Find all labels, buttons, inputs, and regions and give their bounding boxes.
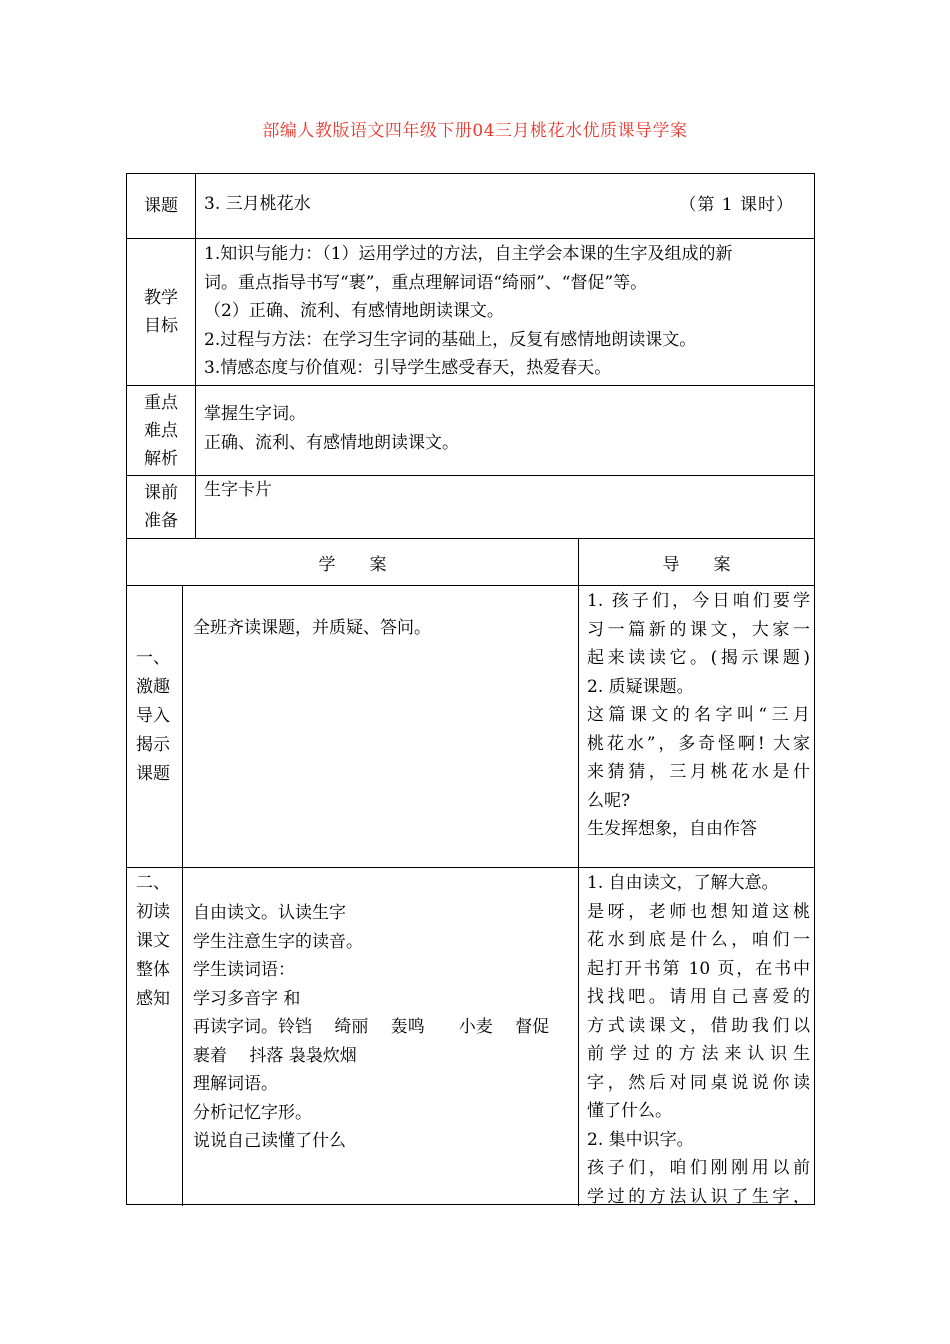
key-label-line: 解析 — [144, 448, 178, 469]
guide-line: 2. 质疑课题。 — [587, 676, 694, 697]
guide-line: 学过的方法认识了生字， — [587, 1186, 810, 1207]
stage-label-line: 揭示 — [136, 735, 170, 755]
period-label: （第 1 课时） — [679, 195, 794, 215]
study-plan-header: 学 案 — [127, 539, 579, 585]
study-cell-1 — [183, 586, 579, 867]
prep-label-line: 课前 — [144, 483, 178, 503]
guide-line: 来猜猜，三月桃花水是什 — [587, 762, 810, 782]
key-points-label — [127, 386, 196, 475]
study-line: 全班齐读课题，并质疑、答问。 — [193, 618, 431, 638]
guide-line: 起打开书第 10 页，在书中 — [587, 958, 810, 979]
guide-cell-2 — [579, 868, 814, 1206]
guide-line: 1. 自由读文，了解大意。 — [587, 873, 779, 893]
guide-plan-header: 导 案 — [662, 554, 731, 575]
study-line: 学习多音字 和 — [193, 988, 301, 1009]
goal-line: 词。重点指导书写“裹”，重点理解词语“绮丽”、“督促”等。 — [204, 272, 648, 293]
stage-label-1 — [127, 586, 183, 867]
stage-label-line: 整体 — [136, 960, 170, 980]
guide-line: 前学过的方法来认识生 — [587, 1044, 810, 1064]
prep-label-line: 准备 — [144, 511, 178, 531]
goal-line: （2）正确、流利、有感情地朗读课文。 — [204, 301, 504, 321]
study-line: 自由读文。认读生字 — [193, 903, 346, 923]
study-line: 理解词语。 — [193, 1074, 278, 1094]
guide-line: 起来读读它。(揭示课题) — [587, 648, 810, 668]
stage-label-2 — [127, 868, 183, 1206]
plan-header-row — [127, 539, 814, 586]
guide-line: 生发挥想象，自由作答 — [587, 819, 757, 839]
topic-label: 课题 — [127, 174, 196, 238]
goals-label-line: 教学 — [144, 288, 178, 308]
stage-label-line: 二、 — [136, 873, 170, 893]
key-points-row — [127, 386, 814, 476]
study-line: 学生读词语： — [193, 960, 295, 980]
stage-row-1 — [127, 586, 814, 868]
prep-cell — [196, 476, 814, 538]
key-label-line: 难点 — [144, 420, 178, 441]
goals-row — [127, 239, 814, 386]
guide-line: 懂了什么。 — [587, 1101, 672, 1121]
study-line: 说说自己读懂了什么 — [193, 1131, 346, 1151]
key-label-line: 重点 — [144, 392, 178, 413]
study-cell-2 — [183, 868, 579, 1206]
guide-line: 2. 集中识字。 — [587, 1129, 694, 1150]
key-points-cell — [196, 386, 814, 475]
prep-label — [127, 476, 196, 538]
goals-label — [127, 239, 196, 385]
stage-row-2 — [127, 868, 814, 1206]
study-line: 再读字词。铃铛 绮丽 轰鸣 小麦 督促 — [193, 1017, 550, 1037]
topic-row — [127, 174, 814, 239]
goal-line: 2.过程与方法：在学习生字词的基础上，反复有感情地朗读课文。 — [204, 329, 697, 350]
document-title: 部编人教版语文四年级下册04三月桃花水优质课导学案 — [262, 121, 688, 141]
stage-label-line: 一、 — [136, 648, 170, 668]
stage-label-line: 感知 — [136, 989, 170, 1009]
key-point-line: 掌握生字词。 — [204, 404, 306, 424]
guide-line: 孩子们，咱们刚刚用以前 — [587, 1158, 810, 1178]
guide-line: 是呀，老师也想知道这桃 — [587, 901, 810, 922]
goals-label-line: 目标 — [144, 316, 178, 336]
study-line: 裹着 抖落 袅袅炊烟 — [193, 1045, 357, 1066]
goals-cell — [196, 239, 814, 385]
goal-line: 1.知识与能力：（1）运用学过的方法，自主学会本课的生字及组成的新 — [204, 244, 733, 264]
guide-line: 找找吧。请用自己喜爱的 — [587, 987, 810, 1007]
guide-line: 桃花水”，多奇怪啊! 大家 — [587, 733, 810, 754]
stage-label-line: 激趣 — [136, 677, 170, 697]
prep-value: 生字卡片 — [204, 480, 272, 500]
guide-line: 习一篇新的课文，大家一 — [587, 619, 810, 640]
stage-label-line: 课文 — [136, 931, 170, 951]
prep-row — [127, 476, 814, 539]
goal-line: 3.情感态度与价值观：引导学生感受春天，热爱春天。 — [204, 358, 612, 378]
guide-cell-1 — [579, 586, 814, 867]
study-line: 学生注意生字的读音。 — [193, 931, 363, 952]
guide-line: 1. 孩子们，今日咱们要学 — [587, 591, 810, 611]
stage-label-line: 初读 — [136, 902, 170, 922]
guide-line: 么呢? — [587, 790, 631, 811]
guide-line: 这篇课文的名字叫“三月 — [587, 705, 810, 725]
lesson-plan-table — [126, 173, 815, 1205]
study-line: 分析记忆字形。 — [193, 1102, 312, 1123]
key-point-line: 正确、流利、有感情地朗读课文。 — [204, 432, 459, 453]
stage-label-line: 课题 — [136, 764, 170, 784]
stage-label-line: 导入 — [136, 706, 170, 726]
topic-value: 3. 三月桃花水 — [204, 194, 311, 214]
guide-line: 花水到底是什么，咱们一 — [587, 930, 810, 950]
guide-line: 字，然后对同桌说说你读 — [587, 1072, 810, 1093]
guide-line: 方式读课文，借助我们以 — [587, 1015, 810, 1036]
